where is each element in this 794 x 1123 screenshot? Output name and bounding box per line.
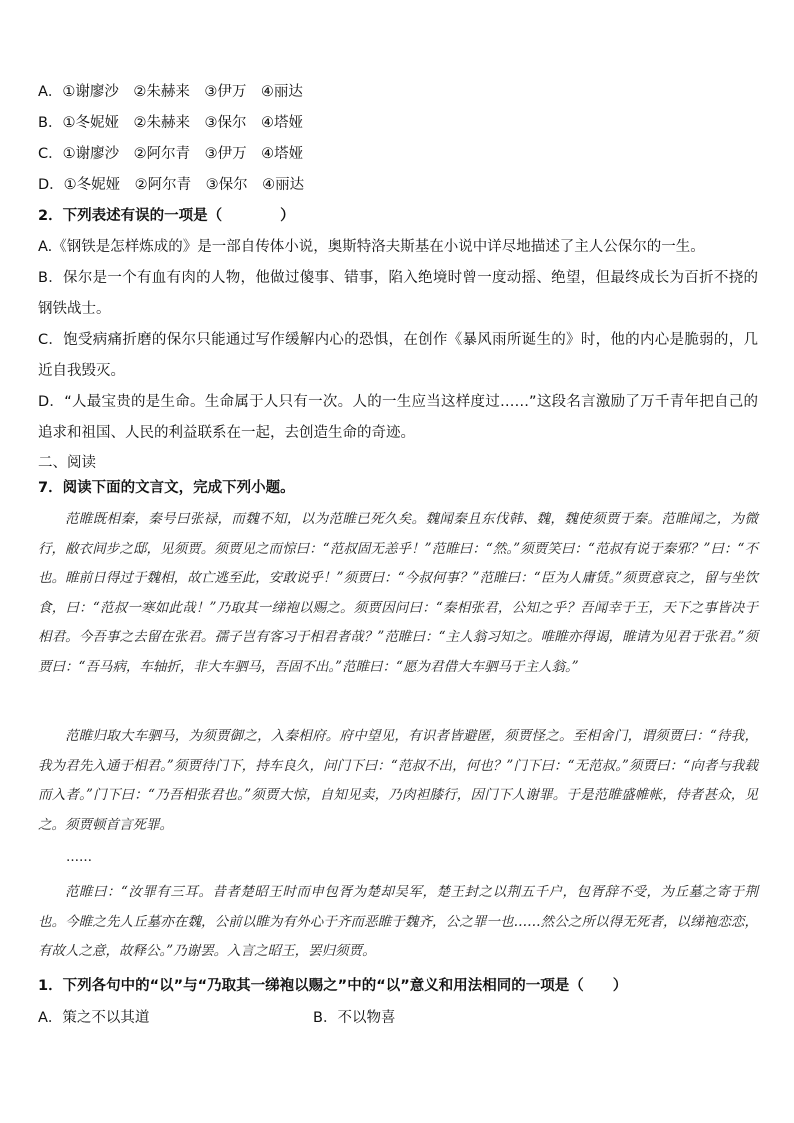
option-text: ①冬妮娅 ②阿尔青 ③保尔 ④丽达 xyxy=(63,177,305,193)
q2-stem: 2．下列表述有误的一项是（ ） xyxy=(38,208,295,224)
q2-option-c: C．饱受病痛折磨的保尔只能通过写作缓解内心的恐惧，在创作《暴风雨所诞生的》时，他的内心是脆弱的，几近自我毁灭。 xyxy=(38,332,758,379)
sub1-option-a: A．策之不以其道 xyxy=(38,1010,150,1026)
q2-option-b: B．保尔是一个有血有肉的人物，他做过傻事、错事，陷入绝境时曾一度动摇、绝望，但最终成长为百折不挠的钢铁战士。 xyxy=(38,270,758,317)
option-letter: B． xyxy=(38,115,63,131)
option-letter: A． xyxy=(38,84,63,100)
option-letter: C． xyxy=(38,146,63,162)
q2-option-a: A.《钢铁是怎样炼成的》是一部自传体小说，奥斯特洛夫斯基在小说中详尽地描述了主人公保尔的一生。 xyxy=(38,239,705,255)
option-text: ①冬妮娅 ②朱赫来 ③保尔 ④塔娅 xyxy=(62,115,303,131)
q1-option-c xyxy=(38,144,303,164)
passage-paragraph-2: 范睢归取大车驷马，为须贾御之，入秦相府。府中望见，有识者皆避匿，须贾怪之。至相舍门，谓须贾曰：“待我，我为君先入通于相君。”须贾待门下，持车良久，问门下曰：“范叔不出，何也？”门下曰：“无范叔。”须贾曰：“向者与我载而入者。”门下曰：“乃吾相张君也。”须贾大惊，自知见卖，乃肉袒膝行，因门下人谢罪。于是范睢盛帷帐，侍者甚众，见之。须贾顿首言死罪。 xyxy=(38,728,758,833)
option-text: ①谢廖沙 ②朱赫来 ③伊万 ④丽达 xyxy=(62,84,303,100)
passage-paragraph-3: 范睢曰：“汝罪有三耳。昔者楚昭王时而申包胥为楚却吴军，楚王封之以荆五千户，包胥辞不受，为丘墓之寄于荆也。今睢之先人丘墓亦在魏，公前以睢为有外心于齐而恶睢于魏齐，公之罪一也……然公之所以得无死者，以绨袍恋恋，有故人之意，故释公。”乃谢罢。入言之昭王，罢归须贾。 xyxy=(38,884,758,959)
passage-paragraph-1: 范睢既相秦，秦号曰张禄，而魏不知，以为范睢已死久矣。魏闻秦且东伐韩、魏，魏使须贾于秦。范睢闻之，为微行，敝衣间步之邸，见须贾。须贾见之而惊曰：“范叔固无恙乎！”范睢曰：“然。”须贾笑曰：“范叔有说于秦邪？”曰：“不也。睢前日得过于魏相，故亡逃至此，安敢说乎！”须贾曰：“今叔何事？”范睢曰：“臣为人庸赁。”须贾意哀之，留与坐饮食，曰：“范叔一寒如此哉！”乃取其一绨袍以赐之。须贾因问曰：“秦相张君，公知之乎？吾闻幸于王，天下之事皆决于相君。今吾事之去留在张君。孺子岂有客习于相君者哉？”范睢曰：“主人翁习知之。唯睢亦得谒，睢请为见君于张君。”须贾曰：“吾马病，车轴折，非大车驷马，吾固不出。”范睢曰：“愿为君借大车驷马于主人翁。” xyxy=(38,511,758,675)
q2-option-d: D．“人最宝贵的是生命。生命属于人只有一次。人的一生应当这样度过……”这段名言激励了万千青年把自己的追求和祖国、人民的利益联系在一起，去创造生命的奇迹。 xyxy=(38,394,758,441)
passage-ellipsis: …… xyxy=(66,850,92,865)
option-text: ①谢廖沙 ②阿尔青 ③伊万 ④塔娅 xyxy=(62,146,304,162)
q1-option-d xyxy=(38,175,304,195)
sub1-option-b: B．不以物喜 xyxy=(313,1010,396,1026)
sub1-stem: 1．下列各句中的“以”与“乃取其一绨袍以赐之”中的“以”意义和用法相同的一项是（ ） xyxy=(38,978,628,994)
q1-option-a xyxy=(38,82,303,102)
q7-stem: 7．阅读下面的文言文，完成下列小题。 xyxy=(38,480,295,496)
q1-option-b xyxy=(38,113,303,133)
option-letter: D． xyxy=(38,177,64,193)
section-title: 二、阅读 xyxy=(38,455,96,471)
